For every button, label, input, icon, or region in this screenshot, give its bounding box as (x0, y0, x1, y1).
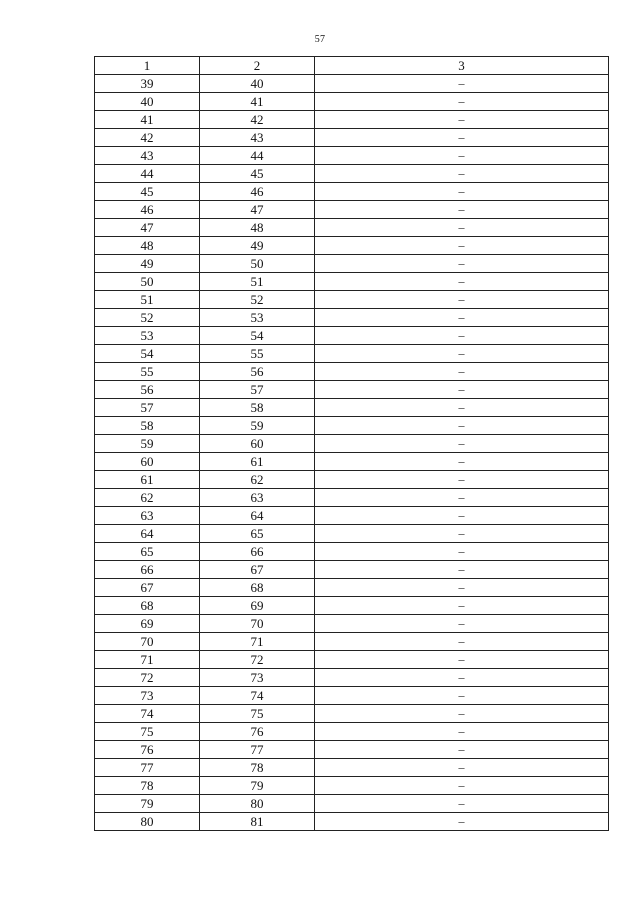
table-cell-col-2: 45 (200, 165, 315, 183)
table-cell-col-3: – (315, 759, 609, 777)
table-cell-col-2: 65 (200, 525, 315, 543)
table-cell-col-1: 72 (95, 669, 200, 687)
table-cell-col-2: 40 (200, 75, 315, 93)
table-cell-col-2: 58 (200, 399, 315, 417)
table-cell-col-3: – (315, 795, 609, 813)
table-cell-col-2: 62 (200, 471, 315, 489)
table-cell-col-1: 43 (95, 147, 200, 165)
table-cell-col-2: 73 (200, 669, 315, 687)
table-cell-col-3: – (315, 237, 609, 255)
table-row (95, 813, 609, 831)
table-row (95, 273, 609, 291)
table-row (95, 75, 609, 93)
table-cell-col-3: – (315, 345, 609, 363)
table-cell-col-1: 54 (95, 345, 200, 363)
table-cell-col-2: 63 (200, 489, 315, 507)
table-row (95, 579, 609, 597)
column-header-3: 3 (315, 57, 609, 75)
table-cell-col-3: – (315, 435, 609, 453)
table-row (95, 651, 609, 669)
table-cell-col-2: 43 (200, 129, 315, 147)
table-cell-col-3: – (315, 543, 609, 561)
table-cell-col-2: 57 (200, 381, 315, 399)
table-cell-col-1: 41 (95, 111, 200, 129)
table-cell-col-3: – (315, 165, 609, 183)
table-cell-col-2: 47 (200, 201, 315, 219)
table-cell-col-1: 58 (95, 417, 200, 435)
table-cell-col-3: – (315, 813, 609, 831)
table-row (95, 381, 609, 399)
table-cell-col-3: – (315, 255, 609, 273)
table-cell-col-2: 50 (200, 255, 315, 273)
table-row (95, 309, 609, 327)
table-row (95, 327, 609, 345)
table-cell-col-3: – (315, 561, 609, 579)
table-cell-col-1: 79 (95, 795, 200, 813)
table-cell-col-1: 44 (95, 165, 200, 183)
table-cell-col-3: – (315, 111, 609, 129)
table-cell-col-2: 53 (200, 309, 315, 327)
table-cell-col-2: 41 (200, 93, 315, 111)
table-cell-col-2: 72 (200, 651, 315, 669)
table-cell-col-1: 59 (95, 435, 200, 453)
table-cell-col-2: 79 (200, 777, 315, 795)
table-row (95, 237, 609, 255)
table-cell-col-3: – (315, 93, 609, 111)
table-row (95, 183, 609, 201)
table-row (95, 669, 609, 687)
table-row (95, 777, 609, 795)
table-cell-col-2: 56 (200, 363, 315, 381)
table-cell-col-3: – (315, 291, 609, 309)
table-cell-col-3: – (315, 507, 609, 525)
table-row (95, 687, 609, 705)
table-cell-col-3: – (315, 129, 609, 147)
table-row (95, 111, 609, 129)
table-cell-col-3: – (315, 381, 609, 399)
table-cell-col-3: – (315, 327, 609, 345)
table-cell-col-3: – (315, 471, 609, 489)
column-header-1: 1 (95, 57, 200, 75)
table-cell-col-1: 51 (95, 291, 200, 309)
table-cell-col-1: 71 (95, 651, 200, 669)
table-cell-col-2: 69 (200, 597, 315, 615)
table-cell-col-2: 71 (200, 633, 315, 651)
table-cell-col-1: 80 (95, 813, 200, 831)
column-header-2: 2 (200, 57, 315, 75)
table-cell-col-2: 59 (200, 417, 315, 435)
table-row (95, 453, 609, 471)
table-row (95, 507, 609, 525)
table-cell-col-2: 60 (200, 435, 315, 453)
table-row (95, 741, 609, 759)
table-cell-col-1: 73 (95, 687, 200, 705)
table-cell-col-2: 55 (200, 345, 315, 363)
table-row (95, 147, 609, 165)
table-row (95, 795, 609, 813)
table-cell-col-1: 60 (95, 453, 200, 471)
table-row (95, 705, 609, 723)
table-cell-col-1: 52 (95, 309, 200, 327)
table-cell-col-1: 77 (95, 759, 200, 777)
table-cell-col-1: 74 (95, 705, 200, 723)
table-cell-col-3: – (315, 75, 609, 93)
table-cell-col-1: 55 (95, 363, 200, 381)
table-cell-col-3: – (315, 309, 609, 327)
table-row (95, 219, 609, 237)
table-cell-col-1: 46 (95, 201, 200, 219)
table-cell-col-3: – (315, 741, 609, 759)
table-cell-col-1: 47 (95, 219, 200, 237)
table-header (95, 57, 609, 75)
table-cell-col-1: 39 (95, 75, 200, 93)
table-cell-col-3: – (315, 399, 609, 417)
table-cell-col-1: 75 (95, 723, 200, 741)
table-cell-col-1: 70 (95, 633, 200, 651)
table-cell-col-3: – (315, 273, 609, 291)
table-cell-col-1: 76 (95, 741, 200, 759)
table-cell-col-1: 48 (95, 237, 200, 255)
table-cell-col-3: – (315, 219, 609, 237)
table-cell-col-2: 80 (200, 795, 315, 813)
table-cell-col-3: – (315, 453, 609, 471)
table-cell-col-3: – (315, 633, 609, 651)
table-cell-col-3: – (315, 777, 609, 795)
table-row (95, 561, 609, 579)
table-cell-col-2: 77 (200, 741, 315, 759)
table-cell-col-3: – (315, 489, 609, 507)
table-cell-col-2: 81 (200, 813, 315, 831)
table-cell-col-1: 69 (95, 615, 200, 633)
table-cell-col-3: – (315, 201, 609, 219)
table-cell-col-1: 66 (95, 561, 200, 579)
table-cell-col-1: 68 (95, 597, 200, 615)
table-cell-col-1: 78 (95, 777, 200, 795)
table-cell-col-1: 62 (95, 489, 200, 507)
table-cell-col-2: 54 (200, 327, 315, 345)
table-cell-col-2: 67 (200, 561, 315, 579)
table-row (95, 417, 609, 435)
table-cell-col-3: – (315, 147, 609, 165)
table-body (95, 75, 609, 831)
table-row (95, 255, 609, 273)
table-cell-col-3: – (315, 183, 609, 201)
table-cell-col-1: 63 (95, 507, 200, 525)
table-cell-col-1: 61 (95, 471, 200, 489)
table-row (95, 525, 609, 543)
table-cell-col-1: 67 (95, 579, 200, 597)
table-cell-col-1: 49 (95, 255, 200, 273)
table-cell-col-2: 64 (200, 507, 315, 525)
table-row (95, 615, 609, 633)
table-cell-col-3: – (315, 723, 609, 741)
table-cell-col-2: 68 (200, 579, 315, 597)
table-cell-col-2: 51 (200, 273, 315, 291)
table-row (95, 759, 609, 777)
table-cell-col-2: 74 (200, 687, 315, 705)
page-number: 57 (314, 34, 326, 45)
header-row (95, 57, 609, 75)
table-cell-col-2: 61 (200, 453, 315, 471)
table-cell-col-3: – (315, 687, 609, 705)
table-cell-col-2: 52 (200, 291, 315, 309)
table-row (95, 291, 609, 309)
table-cell-col-3: – (315, 705, 609, 723)
table-cell-col-1: 45 (95, 183, 200, 201)
table-cell-col-3: – (315, 669, 609, 687)
table-row (95, 93, 609, 111)
table-cell-col-3: – (315, 417, 609, 435)
table-cell-col-3: – (315, 597, 609, 615)
table-cell-col-2: 49 (200, 237, 315, 255)
table-cell-col-2: 78 (200, 759, 315, 777)
table-row (95, 363, 609, 381)
table-cell-col-1: 57 (95, 399, 200, 417)
table-row (95, 633, 609, 651)
data-table (94, 56, 609, 831)
table-cell-col-2: 42 (200, 111, 315, 129)
table-cell-col-2: 70 (200, 615, 315, 633)
table-row (95, 435, 609, 453)
table-cell-col-3: – (315, 579, 609, 597)
table-cell-col-1: 56 (95, 381, 200, 399)
table-cell-col-3: – (315, 363, 609, 381)
table-row (95, 489, 609, 507)
table-row (95, 345, 609, 363)
table-row (95, 129, 609, 147)
table-cell-col-1: 65 (95, 543, 200, 561)
table-cell-col-2: 75 (200, 705, 315, 723)
table-cell-col-2: 76 (200, 723, 315, 741)
table-cell-col-1: 42 (95, 129, 200, 147)
table-row (95, 399, 609, 417)
table-row (95, 597, 609, 615)
table-cell-col-1: 50 (95, 273, 200, 291)
table-row (95, 723, 609, 741)
table-cell-col-1: 53 (95, 327, 200, 345)
table-cell-col-2: 48 (200, 219, 315, 237)
table-cell-col-3: – (315, 651, 609, 669)
table-cell-col-2: 44 (200, 147, 315, 165)
table-cell-col-2: 66 (200, 543, 315, 561)
table-row (95, 201, 609, 219)
table-cell-col-1: 40 (95, 93, 200, 111)
table-cell-col-2: 46 (200, 183, 315, 201)
table-cell-col-1: 64 (95, 525, 200, 543)
table-row (95, 543, 609, 561)
table-row (95, 165, 609, 183)
table-cell-col-3: – (315, 525, 609, 543)
table-row (95, 471, 609, 489)
table-cell-col-3: – (315, 615, 609, 633)
